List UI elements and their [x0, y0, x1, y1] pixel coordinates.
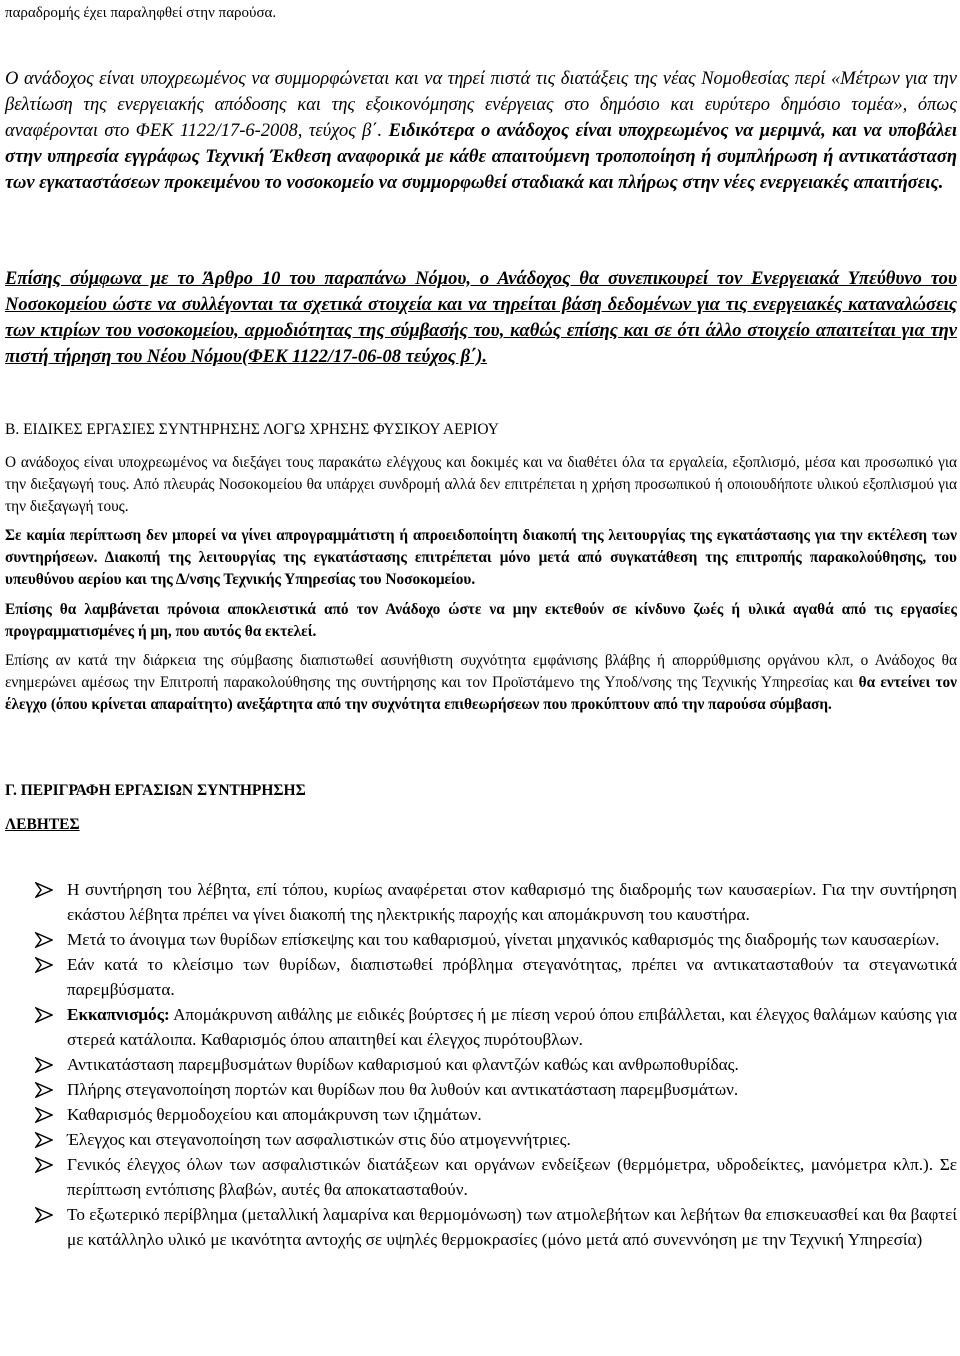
list-item: Η συντήρηση του λέβητα, επί τόπου, κυρίως αναφέρεται στον καθαρισμό της διαδρομής των καυσαερίων. Για την συντήρηση εκάστου λέβητα πρέπει να γίνει διακοπή της ηλεκτρικής παροχής και απομάκρυνση του καυστήρα. — [5, 877, 957, 927]
compliance-detail-text: Ειδικότερα ο ανάδοχος είναι υποχρεωμένος να μεριμνά, και να υποβάλει στην υπηρεσία εγγράφως Τεχνική Έκθεση αναφορικά με κάθε απαιτούμενη τροποποίηση ή συμπλήρωση ή αντικατάσταση των εγκαταστάσεων προκειμένου το νοσοκομείο να συμμορφωθεί σταδιακά και πλήρως στην νέες ενεργειακές απαιτήσεις. — [5, 121, 958, 193]
compliance-text: Ο ανάδοχος είναι υποχρεωμένος να συμμορφώνεται και να τηρεί πιστά τις διατάξεις της νέας Νομοθεσίας περί «Μέτρων για την βελτίωση της ενεργειακής απόδοσης και της εξοικονόμησης ενέργειας στο δημόσιο και ευρύτερο δημόσιο τομέα», όπως αναφέρονται στο ΦΕΚ 1122/17-6-2008, τεύχος β΄. — [5, 69, 957, 141]
list-item: Καθαρισμός θερμοδοχείου και απομάκρυνση των ιζημάτων. — [5, 1102, 957, 1127]
section-b-paragraph-4 — [5, 650, 957, 716]
list-item: Εκκαπνισμός: Απομάκρυνση αιθάλης με ειδικές βούρτσες ή με πίεση νερού όπου επιβάλλεται, και έλεγχος θαλάμων καύσης για στερεά κατάλοιπα. Καθαρισμός όπου απαιτηθεί και έλεγχος πυρότουβλων. — [5, 1002, 957, 1052]
arrowhead-bullet-icon — [35, 882, 53, 898]
continuation-line: παραδρομής έχει παραληφθεί στην παρούσα. — [5, 5, 277, 21]
energy-manager-paragraph: Επίσης σύμφωνα με το Άρθρο 10 του παραπάνω Νόμου, ο Ανάδοχος θα συνεπικουρεί τον Ενεργειακά Υπεύθυνο του Νοσοκομείου ώστε να συλλέγονται τα σχετικά στοιχεία και να τηρείται βάση δεδομένων για τις ενεργειακές καταναλώσεις των κτιρίων του νοσοκομείου, αρμοδιότητας της σύμβασής του, καθώς επίσης και σε ότι άλλο στοιχείο απαιτείται για την πιστή τήρηση του Νέου Νόμου(ΦΕΚ 1122/17-06-08 τεύχος β΄). — [5, 269, 957, 367]
arrowhead-bullet-icon — [35, 1207, 53, 1223]
arrowhead-bullet-icon — [35, 1057, 53, 1073]
list-item: Αντικατάσταση παρεμβυσμάτων θυρίδων καθαρισμού και φλαντζών καθώς και ανθρωποθυρίδας. — [5, 1052, 957, 1077]
list-item: Γενικός έλεγχος όλων των ασφαλιστικών διατάξεων και οργάνων ενδείξεων (θερμόμετρα, υδροδείκτες, μανόμετρα κλπ.). Σε περίπτωση εντόπισης βλαβών, αυτές θα αποκατασταθούν. — [5, 1152, 957, 1202]
list-item: Έλεγχος και στεγανοποίηση των ασφαλιστικών στις δύο ατμογεννήτριες. — [5, 1127, 957, 1152]
section-b-paragraph-4-bold: θα εντείνει τον έλεγχο (όπου κρίνεται απαραίτητο) ανεξάρτητα από την συχνότητα επιθεωρήσεων που προκύπτουν από την παρούσα σύμβαση. — [5, 674, 958, 713]
arrowhead-bullet-icon — [35, 1157, 53, 1173]
arrowhead-bullet-icon — [35, 1082, 53, 1098]
section-b-paragraph-1: Ο ανάδοχος είναι υποχρεωμένος να διεξάγει τους παρακάτω ελέγχους και δοκιμές και να διαθέτει όλα τα εργαλεία, εξοπλισμό, μέσα και προσωπικό για την διεξαγωγή τους. Από πλευράς Νοσοκομείου θα υπάρχει συνδρομή αλλά δεν επιτρέπεται η χρήση προσωπικού ή οποιουδήποτε υλικού εξοπλισμού για την διεξαγωγή τους. — [5, 454, 957, 515]
boilers-subtitle: ΛΕΒΗΤΕΣ — [5, 816, 80, 833]
arrowhead-bullet-icon — [35, 957, 53, 973]
section-c-title: Γ. ΠΕΡΙΓΡΑΦΗ ΕΡΓΑΣΙΩΝ ΣΥΝΤΗΡΗΣΗΣ — [5, 782, 306, 799]
list-item: Πλήρης στεγανοποίηση πορτών και θυρίδων που θα λυθούν και αντικατάσταση παρεμβυσμάτων. — [5, 1077, 957, 1102]
section-b-paragraph-3: Επίσης θα λαμβάνεται πρόνοια αποκλειστικά από τον Ανάδοχο ώστε να μην εκτεθούν σε κίνδυνο ζωές ή υλικά αγαθά από τις εργασίες προγραμματισμένες ή μη, που αυτός θα εκτελεί. — [5, 601, 957, 640]
list-item: Το εξωτερικό περίβλημα (μεταλλική λαμαρίνα και θερμομόνωση) των ατμολεβήτων και λεβήτων θα επισκευασθεί και θα βαφτεί με κατάλληλο υλικό με ικανότητα αντοχής σε υψηλές θερμοκρασίες (μόνο μετά από συνεννόηση με την Τεχνική Υπηρεσία) — [5, 1202, 957, 1252]
arrowhead-bullet-icon — [35, 1007, 53, 1023]
compliance-paragraph — [5, 66, 957, 196]
arrowhead-bullet-icon — [35, 932, 53, 948]
list-item: Εάν κατά το κλείσιμο των θυρίδων, διαπιστωθεί πρόβλημα στεγανότητας, πρέπει να αντικατασταθούν τα στεγανωτικά παρεμβύσματα. — [5, 952, 957, 1002]
section-b-title: Β. ΕΙΔΙΚΕΣ ΕΡΓΑΣΙΕΣ ΣΥΝΤΗΡΗΣΗΣ ΛΟΓΩ ΧΡΗΣΗΣ ΦΥΣΙΚΟΥ ΑΕΡΙΟΥ — [5, 421, 499, 438]
boiler-tasks-list — [5, 877, 957, 1252]
list-item: Μετά το άνοιγμα των θυρίδων επίσκεψης και του καθαρισμού, γίνεται μηχανικός καθαρισμός της διαδρομής των καυσαερίων. — [5, 927, 957, 952]
arrowhead-bullet-icon — [35, 1132, 53, 1148]
section-b-paragraph-4-text: Επίσης αν κατά την διάρκεια της σύμβασης διαπιστωθεί ασυνήθιστη συχνότητα εμφάνισης βλάβης ή απορρύθμισης οργάνου κλπ, ο Ανάδοχος θα ενημερώνει αμέσως την Επιτροπή παρακολούθησης της συντήρησης και τον Προϊστάμενο της Υποδ/νσης της Τεχνικής Υπηρεσίας και — [5, 652, 957, 691]
section-b-paragraph-2: Σε καμία περίπτωση δεν μπορεί να γίνει απρογραμμάτιστη ή απροειδοποίητη διακοπή της λειτουργίας της εγκατάστασης για την εκτέλεση των συντηρήσεων. Διακοπή της λειτουργίας της εγκατάστασης επιτρέπεται μόνο μετά από συγκατάθεση της επιτροπής παρακολούθησης, του υπευθύνου αερίου και της Δ/νσης Τεχνικής Υπηρεσίας του Νοσοκομείου. — [5, 527, 957, 588]
arrowhead-bullet-icon — [35, 1107, 53, 1123]
